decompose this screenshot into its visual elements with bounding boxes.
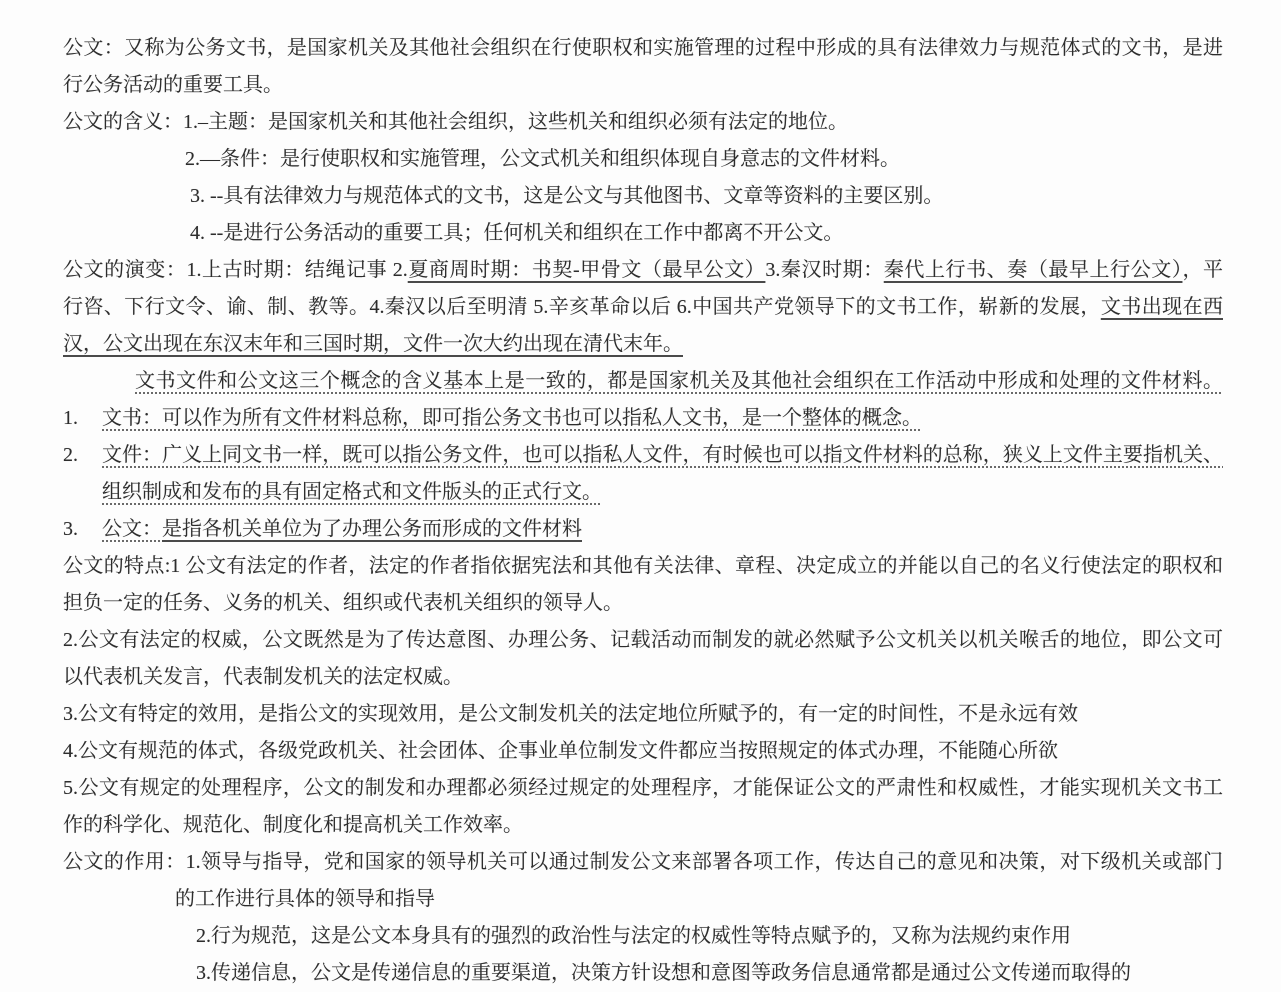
underlined-text-segment: 是指各机关单位为了办理公务而形成的文件材料: [162, 518, 582, 540]
text-segment: 公文的演变：1.上古时期：结绳记事 2.: [63, 259, 408, 281]
text-line: [63, 622, 1223, 659]
underlined-text-segment: 文件：广义上同文书一样，既可以指公务文件，也可以指私人文件，有时候也可以指文件材料的总称，狭义上文件主要指机关、: [102, 444, 1223, 466]
text-line: [63, 215, 1223, 252]
text-line: [63, 178, 1223, 215]
underlined-text-segment: 汉，公文出现在东汉末年和三国时期，文件一次大约出现在清代末年。: [63, 333, 683, 355]
text-line: [63, 437, 1223, 474]
text-segment: 3.秦汉时期：: [765, 259, 884, 281]
text-segment: 5.公文有规定的处理程序，公文的制发和办理都必须经过规定的处理程序，才能保证公文的严肃性和权威性，才能实现机关文书工: [63, 777, 1223, 799]
text-line: [63, 696, 1223, 733]
text-line: [63, 585, 1223, 622]
underlined-text-segment: 文书文件和公文这三个概念的含义基本上是一致的，都是国家机关及其他社会组织在工作活动中形成和处理的文件材料。: [135, 370, 1223, 392]
text-line: [63, 955, 1223, 992]
text-line: [63, 252, 1223, 289]
text-segment: 2.行为规范，这是公文本身具有的强烈的政治性与法定的权威性等特点赋予的，又称为法规约束作用: [196, 925, 1071, 947]
list-number: 1.: [63, 407, 78, 429]
text-line: [63, 363, 1223, 400]
underlined-text-segment: 公文：: [102, 518, 162, 540]
text-segment: 3.公文有特定的效用，是指公文的实现效用，是公文制发机关的法定地位所赋予的，有一定的时间性，不是永远有效: [63, 703, 1078, 725]
underlined-text-segment: 组织制成和发布的具有固定格式和文件版头的正式行文。: [102, 481, 602, 503]
text-segment: 公文的特点:1 公文有法定的作者，法定的作者指依据宪法和其他有关法律、章程、决定成立的并能以自己的名义行使法定的职权和: [63, 555, 1223, 577]
text-segment: 公文的含义：1.–主题：是国家机关和其他社会组织，这些机关和组织必须有法定的地位。: [63, 111, 848, 133]
text-line: [63, 807, 1223, 844]
list-number: 2.: [63, 444, 78, 466]
text-line: [63, 104, 1223, 141]
text-line: [63, 474, 1223, 511]
text-line: [63, 400, 1223, 437]
text-line: [63, 548, 1223, 585]
text-segment: 作的科学化、规范化、制度化和提高机关工作效率。: [63, 814, 523, 836]
text-line: [63, 659, 1223, 696]
text-line: [63, 844, 1223, 881]
text-line: [63, 918, 1223, 955]
text-segment: 以代表机关发言，代表制发机关的法定权威。: [63, 666, 463, 688]
text-segment: 的工作进行具体的领导和指导: [175, 888, 435, 910]
text-segment: 4.公文有规范的体式，各级党政机关、社会团体、企事业单位制发文件都应当按照规定的体式办理，不能随心所欲: [63, 740, 1058, 762]
text-segment: 3.传递信息，公文是传递信息的重要渠道，决策方针设想和意图等政务信息通常都是通过公文传递而取得的: [196, 962, 1131, 984]
underlined-text-segment: 文书：可以作为所有文件材料总称，即可指公务文书也可以指私人文书，是一个整体的概念。: [102, 407, 922, 429]
text-segment: ，平: [1182, 259, 1224, 281]
text-line: [63, 289, 1223, 326]
text-segment: 公文的作用：1.领导与指导，党和国家的领导机关可以通过制发公文来部署各项工作，传达自己的意见和决策，对下级机关或部门: [63, 851, 1223, 873]
text-segment: 行咨、下行文令、谕、制、教等。4.秦汉以后至明清 5.辛亥革命以后 6.中国共产党领导下的文书工作，崭新的发展，: [63, 296, 1101, 318]
list-number: 3.: [63, 518, 78, 540]
text-line: [63, 770, 1223, 807]
underlined-text-segment: 秦代上行书、奏（最早上行公文）: [883, 259, 1183, 281]
text-segment: 4. --是进行公务活动的重要工具；任何机关和组织在工作中都离不开公文。: [190, 222, 844, 244]
text-line: [63, 30, 1223, 67]
text-line: [63, 67, 1223, 104]
underlined-text-segment: 夏商周时期：书契-甲骨文（最早公文）: [407, 259, 766, 281]
text-segment: 2.—条件：是行使职权和实施管理，公文式机关和组织体现自身意志的文件材料。: [185, 148, 900, 170]
underlined-text-segment: 文书出现在西: [1100, 296, 1223, 318]
text-segment: 行公务活动的重要工具。: [63, 74, 283, 96]
text-segment: 2.公文有法定的权威，公文既然是为了传达意图、办理公务、记载活动而制发的就必然赋予公文机关以机关喉舌的地位，即公文可: [63, 629, 1223, 651]
text-segment: 担负一定的任务、义务的机关、组织或代表机关组织的领导人。: [63, 592, 623, 614]
text-segment: 公文：又称为公务文书，是国家机关及其他社会组织在行使职权和实施管理的过程中形成的具有法律效力与规范体式的文书，是进: [63, 37, 1223, 59]
text-line: [63, 881, 1223, 918]
text-line: [63, 141, 1223, 178]
text-line: [63, 511, 1223, 548]
text-line: [63, 326, 1223, 363]
text-segment: 3. --具有法律效力与规范体式的文书，这是公文与其他图书、文章等资料的主要区别。: [190, 185, 944, 207]
text-line: [63, 733, 1223, 770]
